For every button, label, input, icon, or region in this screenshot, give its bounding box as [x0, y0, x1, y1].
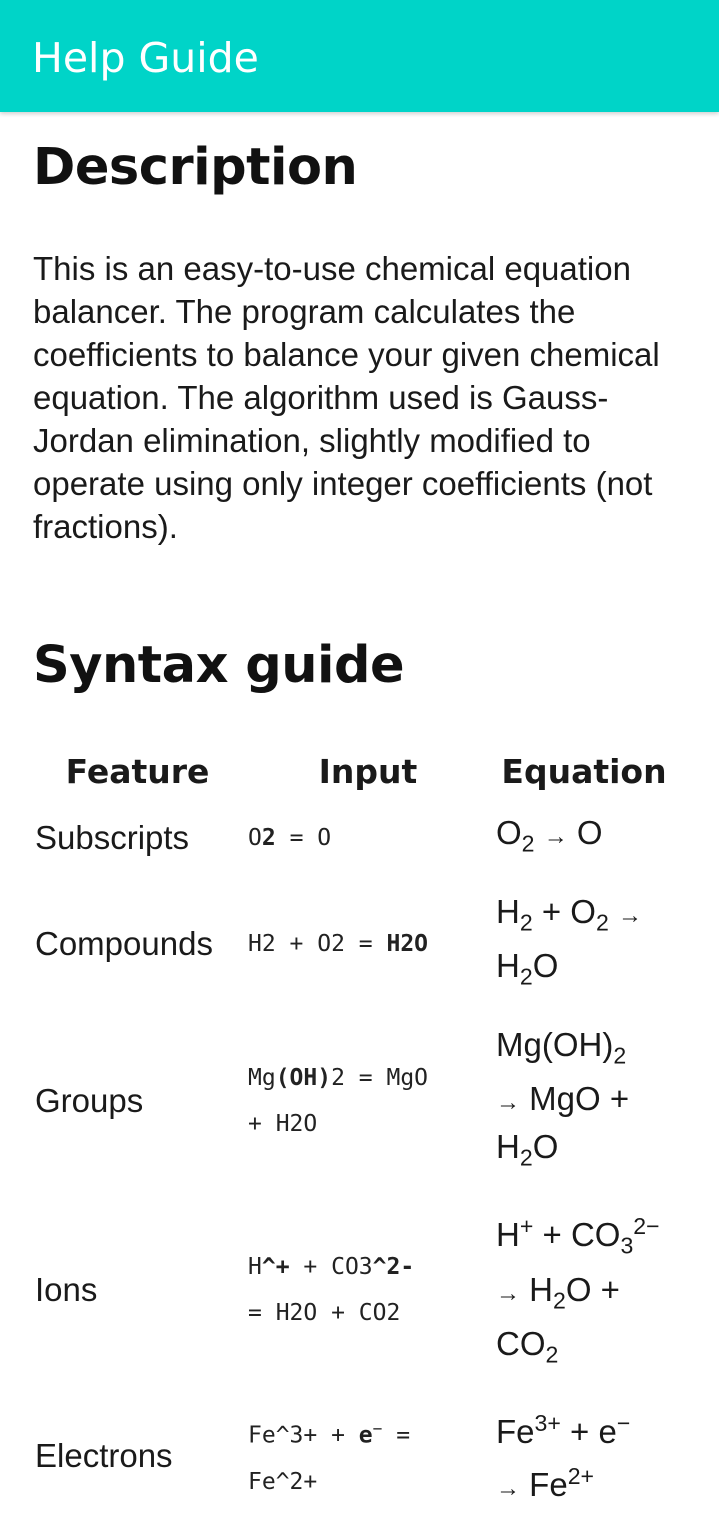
table-row — [31, 1395, 676, 1529]
input-cell: Mg(OH)2 = MgO + H2O — [248, 1065, 429, 1138]
equation-cell: $Mg(OH)_2$ → MgO + $H_2O$ — [496, 1025, 630, 1171]
table-header-row — [31, 748, 676, 805]
input-cell: H^+ + CO3^2- = H2O + CO2 — [248, 1254, 415, 1327]
input-cell: H2 + O2 = H2O — [248, 931, 429, 958]
feature-cell: Electrons — [35, 1436, 173, 1474]
equation-cell: $Fe^{3+} + e^-$ → $Fe^{2+}$ — [496, 1409, 631, 1503]
input-cell: Fe^3+ + e− = Fe^2+ — [248, 1419, 411, 1496]
description-heading: Description — [33, 138, 358, 197]
feature-cell: Groups — [35, 1082, 144, 1120]
table-row — [31, 1198, 676, 1395]
feature-cell: Ions — [35, 1271, 98, 1309]
column-header-equation: Equation — [501, 752, 667, 791]
equation-cell: $O_2 \to O$ — [496, 814, 603, 857]
app-bar — [0, 0, 719, 112]
column-header-feature: Feature — [65, 752, 210, 791]
feature-cell: Subscripts — [35, 819, 190, 857]
syntax-table — [31, 748, 676, 1529]
table-row — [31, 884, 676, 1017]
table-row — [31, 1017, 676, 1198]
equation-cell: $H^+ + CO_3^{2-}$ → $H_2O$ + $CO_2$ — [496, 1212, 660, 1368]
description-text: This is an easy-to-use chemical equation balancer. The program calculates the coefficients to balance your given chemical equation. The algorithm used is Gauss-Jordan elimination, slightly modified to operate using only integer coefficients (not fractions). — [33, 250, 660, 545]
equation-cell: $H_2 + O_2$ → $H_2O$ — [496, 892, 642, 990]
syntax-guide-heading: Syntax guide — [33, 636, 405, 695]
column-header-input: Input — [318, 752, 418, 791]
feature-cell: Compounds — [35, 925, 213, 963]
app-bar-title: Help Guide — [32, 34, 259, 82]
table-row — [31, 805, 676, 884]
input-cell: O2 = O — [248, 825, 332, 852]
